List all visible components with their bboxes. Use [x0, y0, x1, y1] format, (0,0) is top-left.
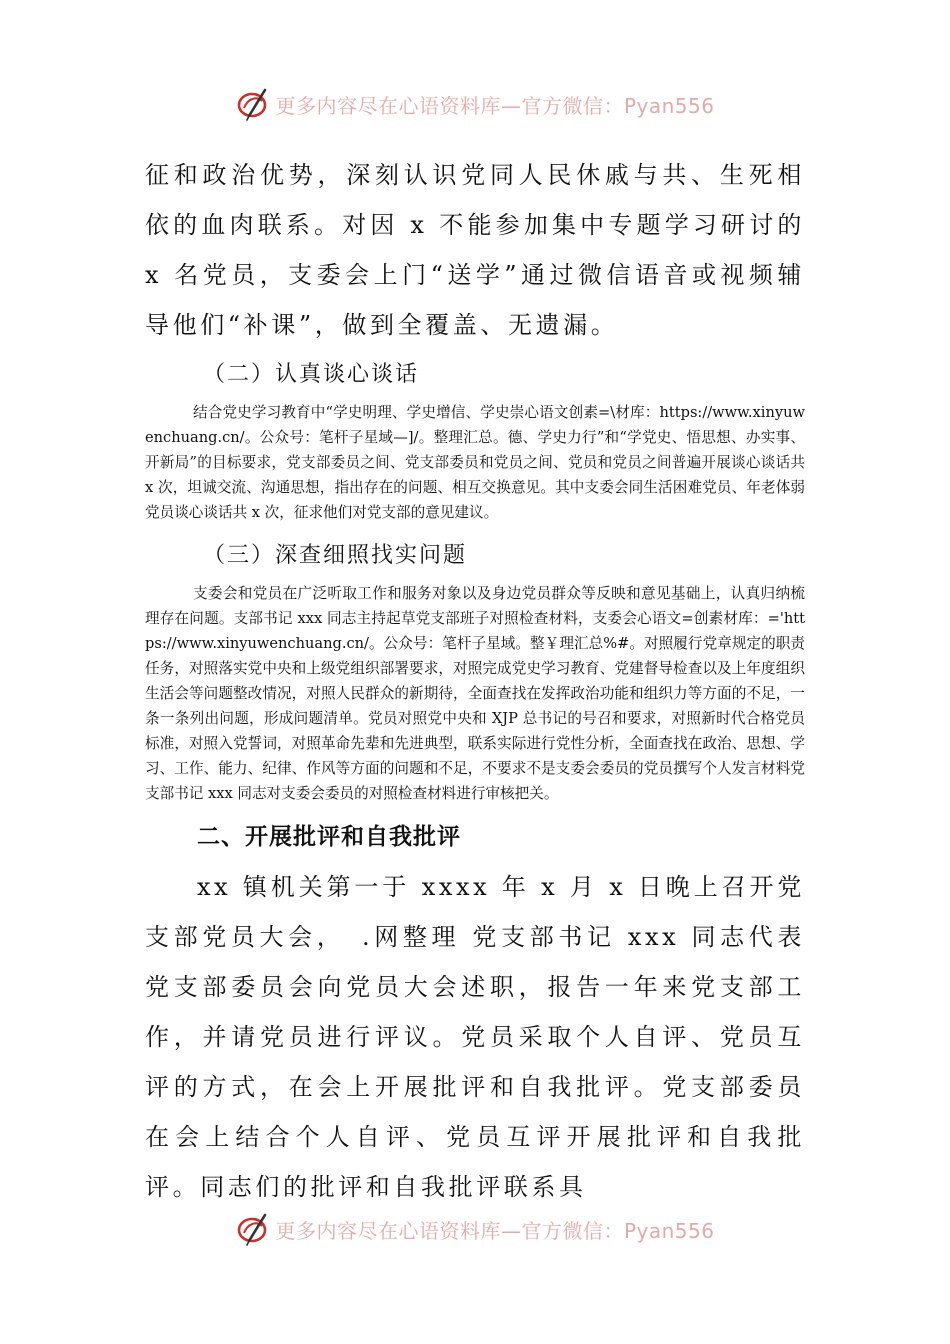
footer-watermark [0, 1209, 950, 1249]
watermark-text: 更多内容尽在心语资料库—官方微信：Pyan556 [275, 1218, 715, 1243]
paragraph-party-meeting: xx 镇机关第一于 xxxx 年 x 月 x 日晚上召开党支部党员大会， .网整理 党支部书记 xxx 同志代表党支部委员会向党员大会述职，报告一年来党支部工作，并请党员进行评议。党员采取个人自评、党员互评的方式，在会上开展批评和自我批评。党支部委员在会上结合个人自评、党员互评开展批评和自我批评。同志们的批评和自我批评联系具 [145, 873, 805, 1201]
document-body [145, 150, 805, 1212]
watermark-text: 更多内容尽在心语资料库—官方微信：Pyan556 [275, 93, 715, 118]
subheading-heart-to-heart-talk: （二）认真谈心谈话 [203, 362, 420, 387]
pen-swirl-logo-icon [235, 86, 271, 122]
subheading-find-problems: （三）深查细照找实问题 [203, 543, 468, 568]
section-heading-criticism: 二、开展批评和自我批评 [197, 824, 461, 850]
paragraph-heart-to-heart-talk: 结合党史学习教育中“学史明理、学史增信、学史崇心语文创素=\材库：https://www.xinyuwenchuang.cn/。公众号：笔杆子星域—]/。整理汇总。德、学史力行”和“学党史、悟思想、办实事、开新局”的目标要求，党支部委员之间、党支部委员和党员之间、党员和党员之间普遍开展谈心谈话共 x 次，坦诚交流、沟通思想，指出存在的问题、相互交换意见。其中支委会同生活困难党员、年老体弱党员谈心谈话共 x 次，征求他们对党支部的意见建议。 [145, 404, 805, 521]
paragraph-political-advantage: 征和政治优势，深刻认识党同人民休戚与共、生死相依的血肉联系。对因 x 不能参加集中专题学习研讨的 x 名党员，支委会上门“送学”通过微信语音或视频辅导他们“补课”，做到全覆盖、无遗漏。 [145, 161, 805, 339]
pen-swirl-logo-icon [235, 1211, 271, 1247]
header-watermark [0, 84, 950, 124]
paragraph-find-problems: 支委会和党员在广泛听取工作和服务对象以及身边党员群众等反映和意见基础上，认真归纳梳理存在问题。支部书记 xxx 同志主持起草党支部班子对照检查材料，支委会心语文=创素材库：='https://www.xinyuwenchuang.cn/。公众号：笔杆子星域。整￥理汇总%#。对照履行党章规定的职责任务，对照落实党中央和上级党组织部署要求，对照完成党史学习教育、党建督导检查以及上年度组织生活会等问题整改情况，对照人民群众的新期待，全面查找在发挥政治功能和组织力等方面的不足，一条一条列出问题，形成问题清单。党员对照党中央和 XJP 总书记的号召和要求，对照新时代合格党员标准，对照入党誓词，对照革命先辈和先进典型，联系实际进行党性分析，全面查找在政治、思想、学习、工作、能力、纪律、作风等方面的问题和不足，不要求不是支委会委员的党员撰写个人发言材料党支部书记 xxx 同志对支委会委员的对照检查材料进行审核把关。 [145, 585, 805, 802]
